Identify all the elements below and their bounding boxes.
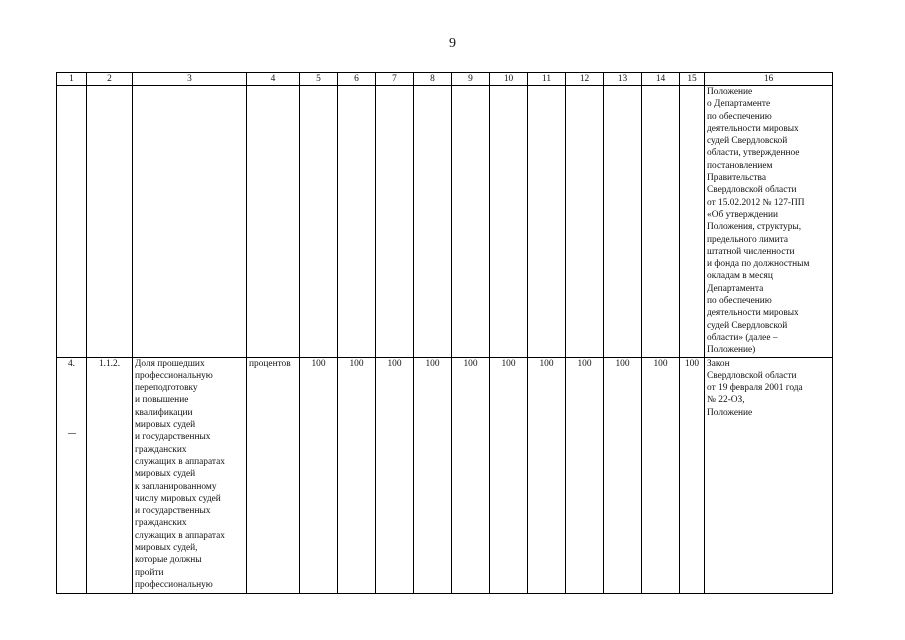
value-cell: 100 <box>528 357 566 593</box>
legal-basis-cell: Закон Свердловской области от 19 февраля 2001 года № 22-ОЗ, Положение <box>705 357 833 593</box>
table-cell <box>490 86 528 358</box>
header-cell: 4 <box>247 73 300 86</box>
table-cell <box>680 86 705 358</box>
margin-mark <box>68 433 76 434</box>
table-cell <box>604 86 642 358</box>
header-cell: 12 <box>566 73 604 86</box>
header-cell: 10 <box>490 73 528 86</box>
value-cell: 100 <box>566 357 604 593</box>
value-cell: 100 <box>376 357 414 593</box>
table-cell <box>528 86 566 358</box>
value-cell: 100 <box>680 357 705 593</box>
table-row <box>57 357 833 593</box>
unit-cell: процентов <box>247 357 300 593</box>
header-cell: 3 <box>133 73 247 86</box>
value-cell: 100 <box>604 357 642 593</box>
table-cell <box>414 86 452 358</box>
table-row <box>57 86 833 358</box>
value-cell: 100 <box>452 357 490 593</box>
page-number: 9 <box>449 36 456 51</box>
header-cell: 5 <box>300 73 338 86</box>
header-cell: 16 <box>705 73 833 86</box>
header-cell: 7 <box>376 73 414 86</box>
row-number-cell: 4. <box>57 357 87 593</box>
header-row <box>57 73 833 86</box>
indicator-name-cell: Доля прошедших профессиональную переподготовку и повышение квалификации мировых судей и государственных гражданских служащих в аппаратах мировых судей к запланированному числу мировых судей и государственных гражданских служащих в аппаратах мировых судей, которые должны пройти профессиональную <box>133 357 247 593</box>
legal-basis-cell: Положение о Департаменте по обеспечению деятельности мировых судей Свердловской области, утвержденное постановлением Правительства Свердловской области от 15.02.2012 № 127-ПП «Об утверждении Положения, структуры, предельного лимита штатной численности и фонда по должностным окладам в месяц Департамента по обеспечению деятельности мировых судей Свердловской области» (далее – Положение) <box>705 86 833 358</box>
table-cell <box>247 86 300 358</box>
table-cell <box>57 86 87 358</box>
data-table <box>56 72 833 594</box>
table-cell <box>300 86 338 358</box>
header-cell: 15 <box>680 73 705 86</box>
header-cell: 6 <box>338 73 376 86</box>
value-cell: 100 <box>338 357 376 593</box>
header-cell: 1 <box>57 73 87 86</box>
table-cell <box>566 86 604 358</box>
table-cell <box>338 86 376 358</box>
header-cell: 9 <box>452 73 490 86</box>
table-cell <box>376 86 414 358</box>
table-cell <box>133 86 247 358</box>
header-cell: 11 <box>528 73 566 86</box>
value-cell: 100 <box>300 357 338 593</box>
table-cell <box>642 86 680 358</box>
value-cell: 100 <box>642 357 680 593</box>
header-cell: 14 <box>642 73 680 86</box>
table-cell <box>452 86 490 358</box>
value-cell: 100 <box>414 357 452 593</box>
indicator-code-cell: 1.1.2. <box>87 357 133 593</box>
header-cell: 2 <box>87 73 133 86</box>
header-cell: 8 <box>414 73 452 86</box>
header-cell: 13 <box>604 73 642 86</box>
table-cell <box>87 86 133 358</box>
value-cell: 100 <box>490 357 528 593</box>
